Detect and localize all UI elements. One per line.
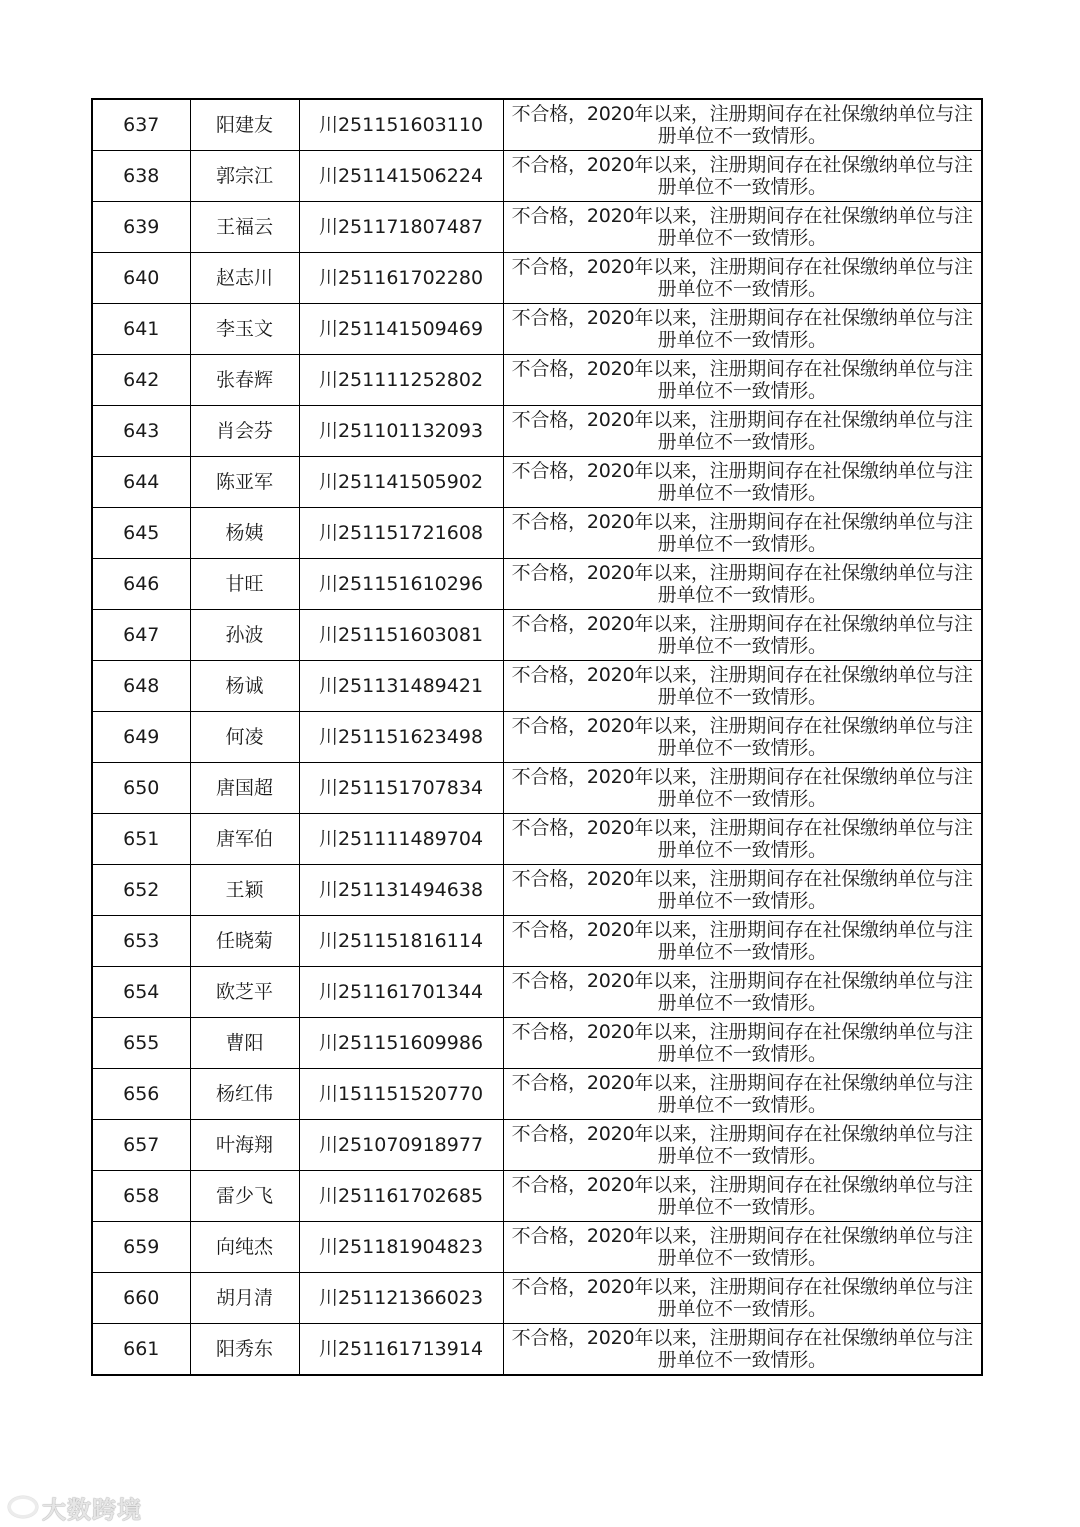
person-name: 任晓菊 — [190, 916, 299, 967]
person-name: 王福云 — [190, 202, 299, 253]
certificate-number: 川251121366023 — [299, 1273, 503, 1324]
row-number: 643 — [92, 406, 190, 457]
records-body — [92, 99, 982, 1375]
table-row — [92, 1273, 982, 1324]
table-row — [92, 202, 982, 253]
certificate-number: 川251151603110 — [299, 99, 503, 151]
review-result: 不合格，2020年以来，注册期间存在社保缴纳单位与注册单位不一致情形。 — [503, 559, 982, 610]
row-number: 638 — [92, 151, 190, 202]
review-result: 不合格，2020年以来，注册期间存在社保缴纳单位与注册单位不一致情形。 — [503, 967, 982, 1018]
review-result: 不合格，2020年以来，注册期间存在社保缴纳单位与注册单位不一致情形。 — [503, 151, 982, 202]
review-result: 不合格，2020年以来，注册期间存在社保缴纳单位与注册单位不一致情形。 — [503, 253, 982, 304]
row-number: 648 — [92, 661, 190, 712]
table-row — [92, 1324, 982, 1376]
review-result: 不合格，2020年以来，注册期间存在社保缴纳单位与注册单位不一致情形。 — [503, 1018, 982, 1069]
watermark-text: 大数跨境 — [42, 1495, 142, 1524]
certificate-number: 川151151520770 — [299, 1069, 503, 1120]
row-number: 640 — [92, 253, 190, 304]
review-result: 不合格，2020年以来，注册期间存在社保缴纳单位与注册单位不一致情形。 — [503, 1120, 982, 1171]
review-result: 不合格，2020年以来，注册期间存在社保缴纳单位与注册单位不一致情形。 — [503, 1324, 982, 1376]
row-number: 646 — [92, 559, 190, 610]
person-name: 孙波 — [190, 610, 299, 661]
row-number: 651 — [92, 814, 190, 865]
review-result: 不合格，2020年以来，注册期间存在社保缴纳单位与注册单位不一致情形。 — [503, 712, 982, 763]
certificate-number: 川251151816114 — [299, 916, 503, 967]
row-number: 647 — [92, 610, 190, 661]
row-number: 645 — [92, 508, 190, 559]
certificate-number: 川251101132093 — [299, 406, 503, 457]
table-row — [92, 712, 982, 763]
table-row — [92, 1120, 982, 1171]
person-name: 赵志川 — [190, 253, 299, 304]
review-result: 不合格，2020年以来，注册期间存在社保缴纳单位与注册单位不一致情形。 — [503, 202, 982, 253]
row-number: 653 — [92, 916, 190, 967]
row-number: 654 — [92, 967, 190, 1018]
certificate-number: 川251151721608 — [299, 508, 503, 559]
person-name: 唐国超 — [190, 763, 299, 814]
person-name: 杨诚 — [190, 661, 299, 712]
person-name: 叶海翔 — [190, 1120, 299, 1171]
person-name: 杨红伟 — [190, 1069, 299, 1120]
table-row — [92, 610, 982, 661]
row-number: 649 — [92, 712, 190, 763]
certificate-number: 川251171807487 — [299, 202, 503, 253]
table-row — [92, 1222, 982, 1273]
row-number: 641 — [92, 304, 190, 355]
review-result: 不合格，2020年以来，注册期间存在社保缴纳单位与注册单位不一致情形。 — [503, 457, 982, 508]
review-result: 不合格，2020年以来，注册期间存在社保缴纳单位与注册单位不一致情形。 — [503, 1069, 982, 1120]
person-name: 肖会芬 — [190, 406, 299, 457]
table-row — [92, 355, 982, 406]
review-result: 不合格，2020年以来，注册期间存在社保缴纳单位与注册单位不一致情形。 — [503, 1273, 982, 1324]
table-row — [92, 763, 982, 814]
row-number: 652 — [92, 865, 190, 916]
person-name: 阳秀东 — [190, 1324, 299, 1376]
certificate-number: 川251151610296 — [299, 559, 503, 610]
person-name: 向纯杰 — [190, 1222, 299, 1273]
table-row — [92, 457, 982, 508]
records-table — [91, 98, 983, 1376]
certificate-number: 川251151609986 — [299, 1018, 503, 1069]
certificate-number: 川251161713914 — [299, 1324, 503, 1376]
table-row — [92, 406, 982, 457]
certificate-number: 川251161702280 — [299, 253, 503, 304]
person-name: 胡月清 — [190, 1273, 299, 1324]
row-number: 637 — [92, 99, 190, 151]
review-result: 不合格，2020年以来，注册期间存在社保缴纳单位与注册单位不一致情形。 — [503, 661, 982, 712]
table-row — [92, 1069, 982, 1120]
table-row — [92, 508, 982, 559]
person-name: 郭宗江 — [190, 151, 299, 202]
person-name: 唐军伯 — [190, 814, 299, 865]
certificate-number: 川251151603081 — [299, 610, 503, 661]
row-number: 644 — [92, 457, 190, 508]
certificate-number: 川251151707834 — [299, 763, 503, 814]
certificate-number: 川251131494638 — [299, 865, 503, 916]
row-number: 639 — [92, 202, 190, 253]
certificate-number: 川251111252802 — [299, 355, 503, 406]
person-name: 甘旺 — [190, 559, 299, 610]
person-name: 陈亚军 — [190, 457, 299, 508]
person-name: 何凌 — [190, 712, 299, 763]
review-result: 不合格，2020年以来，注册期间存在社保缴纳单位与注册单位不一致情形。 — [503, 916, 982, 967]
certificate-number: 川251111489704 — [299, 814, 503, 865]
row-number: 660 — [92, 1273, 190, 1324]
certificate-number: 川251070918977 — [299, 1120, 503, 1171]
table-row — [92, 253, 982, 304]
table-row — [92, 1171, 982, 1222]
review-result: 不合格，2020年以来，注册期间存在社保缴纳单位与注册单位不一致情形。 — [503, 763, 982, 814]
review-result: 不合格，2020年以来，注册期间存在社保缴纳单位与注册单位不一致情形。 — [503, 1171, 982, 1222]
person-name: 欧芝平 — [190, 967, 299, 1018]
row-number: 655 — [92, 1018, 190, 1069]
certificate-number: 川251181904823 — [299, 1222, 503, 1273]
certificate-number: 川251131489421 — [299, 661, 503, 712]
certificate-number: 川251151623498 — [299, 712, 503, 763]
certificate-number: 川251141505902 — [299, 457, 503, 508]
person-name: 李玉文 — [190, 304, 299, 355]
row-number: 642 — [92, 355, 190, 406]
table-row — [92, 1018, 982, 1069]
review-result: 不合格，2020年以来，注册期间存在社保缴纳单位与注册单位不一致情形。 — [503, 304, 982, 355]
watermark — [8, 1490, 142, 1524]
person-name: 王颖 — [190, 865, 299, 916]
person-name: 阳建友 — [190, 99, 299, 151]
review-result: 不合格，2020年以来，注册期间存在社保缴纳单位与注册单位不一致情形。 — [503, 508, 982, 559]
row-number: 650 — [92, 763, 190, 814]
table-row — [92, 151, 982, 202]
review-result: 不合格，2020年以来，注册期间存在社保缴纳单位与注册单位不一致情形。 — [503, 355, 982, 406]
review-result: 不合格，2020年以来，注册期间存在社保缴纳单位与注册单位不一致情形。 — [503, 814, 982, 865]
table-row — [92, 559, 982, 610]
person-name: 张春辉 — [190, 355, 299, 406]
review-result: 不合格，2020年以来，注册期间存在社保缴纳单位与注册单位不一致情形。 — [503, 865, 982, 916]
row-number: 658 — [92, 1171, 190, 1222]
certificate-number: 川251141506224 — [299, 151, 503, 202]
person-name: 雷少飞 — [190, 1171, 299, 1222]
review-result: 不合格，2020年以来，注册期间存在社保缴纳单位与注册单位不一致情形。 — [503, 610, 982, 661]
table-row — [92, 661, 982, 712]
table-row — [92, 814, 982, 865]
person-name: 杨姨 — [190, 508, 299, 559]
row-number: 659 — [92, 1222, 190, 1273]
review-result: 不合格，2020年以来，注册期间存在社保缴纳单位与注册单位不一致情形。 — [503, 406, 982, 457]
row-number: 656 — [92, 1069, 190, 1120]
certificate-number: 川251161701344 — [299, 967, 503, 1018]
review-result: 不合格，2020年以来，注册期间存在社保缴纳单位与注册单位不一致情形。 — [503, 1222, 982, 1273]
certificate-number: 川251161702685 — [299, 1171, 503, 1222]
certificate-number: 川251141509469 — [299, 304, 503, 355]
person-name: 曹阳 — [190, 1018, 299, 1069]
row-number: 657 — [92, 1120, 190, 1171]
table-row — [92, 916, 982, 967]
brand-logo-icon — [8, 1496, 38, 1518]
table-row — [92, 304, 982, 355]
table-row — [92, 99, 982, 151]
table-row — [92, 967, 982, 1018]
review-result: 不合格，2020年以来，注册期间存在社保缴纳单位与注册单位不一致情形。 — [503, 99, 982, 151]
row-number: 661 — [92, 1324, 190, 1376]
table-row — [92, 865, 982, 916]
